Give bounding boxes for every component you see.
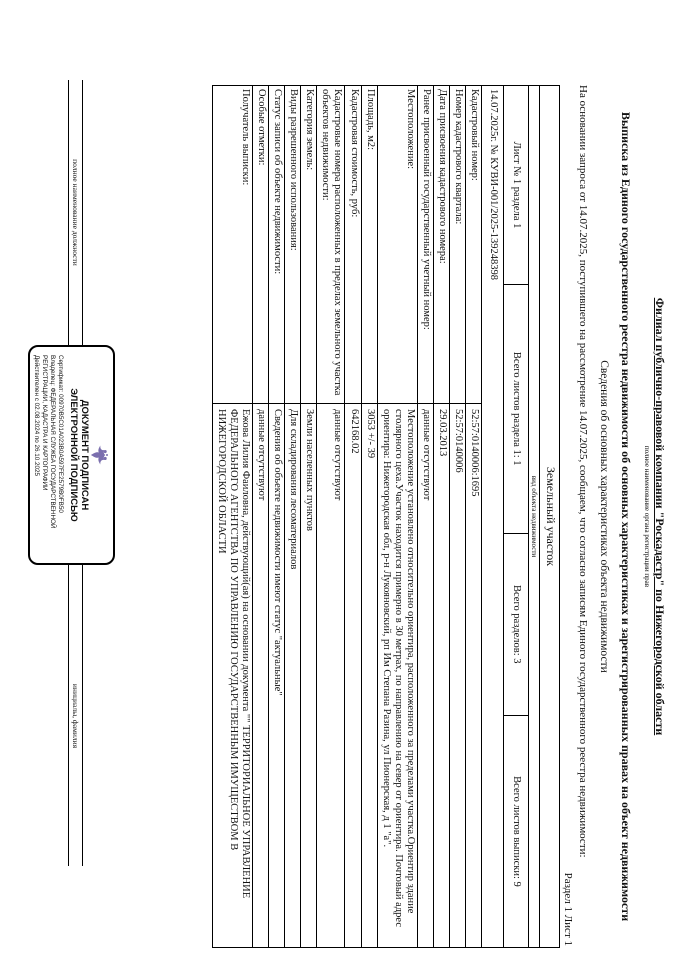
- coat-of-arms-icon: [89, 355, 109, 555]
- row-label: Кадастровый номер:: [466, 86, 481, 404]
- table-row-previous-number: [418, 86, 434, 947]
- stamp-certificate: Сертификат: 00970B5C01A023B0A597FE2579B0FB50: [57, 355, 65, 513]
- stamp-title-line2: ЭЛЕКТРОННОЙ ПОДПИСЬЮ: [68, 388, 80, 522]
- stamp-validity: Действителен с 02.08.2024 по 26.10.2025: [32, 355, 40, 477]
- table-row-cadastral-value: [345, 86, 361, 947]
- row-value: 52:57:0140006: [452, 409, 464, 473]
- property-table: [212, 85, 560, 948]
- stamp-owner: Владелец: ФЕДЕРАЛЬНАЯ СЛУЖБА ГОСУДАРСТВЕННОЙ РЕГИСТРАЦИИ, КАДАСТРА И КАРТОГРАФИИ: [40, 355, 56, 529]
- row-label: Дата присвоения кадастрового номера:: [434, 86, 449, 404]
- row-value: Земли населенных пунктов: [304, 409, 316, 531]
- row-value: 52:57:0140006:1695: [469, 409, 481, 497]
- row-value: данные отсутствуют: [420, 409, 432, 501]
- row-label: Номер кадастрового квартала:: [450, 86, 465, 404]
- request-basis-line: На основании запроса от 14.07.2025, поступившего на рассмотрение 14.07.2025, сообщаем, что согласно записям Единого государственного реестра недвижимости:: [577, 85, 589, 858]
- sheet-summary-row: [504, 86, 529, 947]
- row-value: данные отсутствуют: [332, 409, 344, 501]
- object-type-header: Земельный участок: [544, 466, 558, 567]
- sheet-cell: Всего разделов: 3: [504, 534, 528, 716]
- row-value: 3053 +/- 39: [364, 409, 376, 459]
- table-row-objects-within: [317, 86, 345, 947]
- row-label: Особые отметки:: [253, 86, 268, 404]
- document-title: Выписка из Единого государственного реестра недвижимости об основных характеристиках и зарегистрированных правах на объект недвижимости: [619, 111, 633, 922]
- position-caption: полное наименование должности: [71, 159, 80, 266]
- row-value: Сведения об объекте недвижимости имеют статус "актуальные": [272, 409, 284, 696]
- document-number-row: 14.07.2025г. № КУВИ-001/2025-139248398: [482, 86, 504, 947]
- org-name: Филиал публично-правовой компании "Роскадастр" по Нижегородской области: [653, 297, 667, 736]
- table-row-location: [378, 86, 418, 947]
- table-row-quarter-number: [450, 86, 466, 947]
- stamp-title-line1: ДОКУМЕНТ ПОДПИСАН: [79, 399, 90, 511]
- sheet-cell: Лист № 1 раздела 1: [504, 86, 528, 285]
- sheet-cell: Всего листов раздела 1: 1: [504, 285, 528, 534]
- table-row-assignment-date: [434, 86, 450, 947]
- table-row-recipient: [213, 86, 253, 947]
- table-row-record-status: [269, 86, 285, 947]
- row-label: Категория земель:: [301, 86, 316, 404]
- row-label: Площадь, м2:: [362, 86, 377, 404]
- table-row-cadastral-number: [466, 86, 482, 947]
- row-value: Местоположение установлено относительно ориентира, расположенного за пределами участка.Ориентир здание столярного цеха.Участок находится примерно в 30 метрах, по направлению на север от ориентира. Почтовый адрес ориентира: Нижегородская обл, р-н Лукояновский, рп Им Степана Разина, ул Пионерская, д 1 "а".: [380, 409, 416, 927]
- document-content: [212, 0, 679, 960]
- row-label: Кадастровая стоимость, руб:: [345, 86, 360, 404]
- row-label: Местоположение:: [378, 86, 417, 404]
- table-row-area: [362, 86, 378, 947]
- row-label: Статус записи об объекте недвижимости:: [269, 86, 284, 404]
- sheet-cell: Всего листов выписки: 9: [511, 776, 523, 887]
- row-value: Ежова Лилия Фаиловна, действующий(ая) на основании документа "" ТЕРРИТОРИАЛЬНОЕ УПРАВЛЕНИЕ ФЕДЕРАЛЬНОГО АГЕНТСТВА ПО УПРАВЛЕНИЮ ГОСУДАРСТВЕННЫМ ИМУЩЕСТВОМ В НИЖЕГОРОДСКОЙ ОБЛАСТИ: [215, 409, 252, 899]
- object-type-caption: вид объекта недвижимости: [529, 86, 540, 947]
- row-label: Ранее присвоенный государственный учетный номер:: [418, 86, 433, 404]
- initials-caption: инициалы, фамилия: [71, 683, 80, 749]
- row-label: Кадастровые номера расположенных в пределах земельного участка объектов недвижимости:: [317, 86, 344, 404]
- table-row-special-notes: [253, 86, 269, 947]
- row-value: 29.03.2013: [436, 409, 448, 457]
- table-row-land-category: [301, 86, 317, 947]
- org-name-caption: полное наименование органа регистрации прав: [643, 445, 651, 588]
- row-value: 642168.02: [348, 409, 360, 454]
- row-label: Получатель выписки:: [213, 86, 252, 404]
- digital-signature-stamp: [28, 345, 115, 565]
- row-value: данные отсутствуют: [256, 409, 268, 501]
- row-label: Виды разрешенного использования:: [285, 86, 300, 404]
- document-subtitle: Сведения об основных характеристиках объекта недвижимости: [598, 360, 610, 673]
- table-row-permitted-use: [285, 86, 301, 947]
- row-value: Для складирования лесоматериалов: [288, 409, 300, 570]
- section-sheet-label: Раздел 1 Лист 1: [562, 872, 574, 946]
